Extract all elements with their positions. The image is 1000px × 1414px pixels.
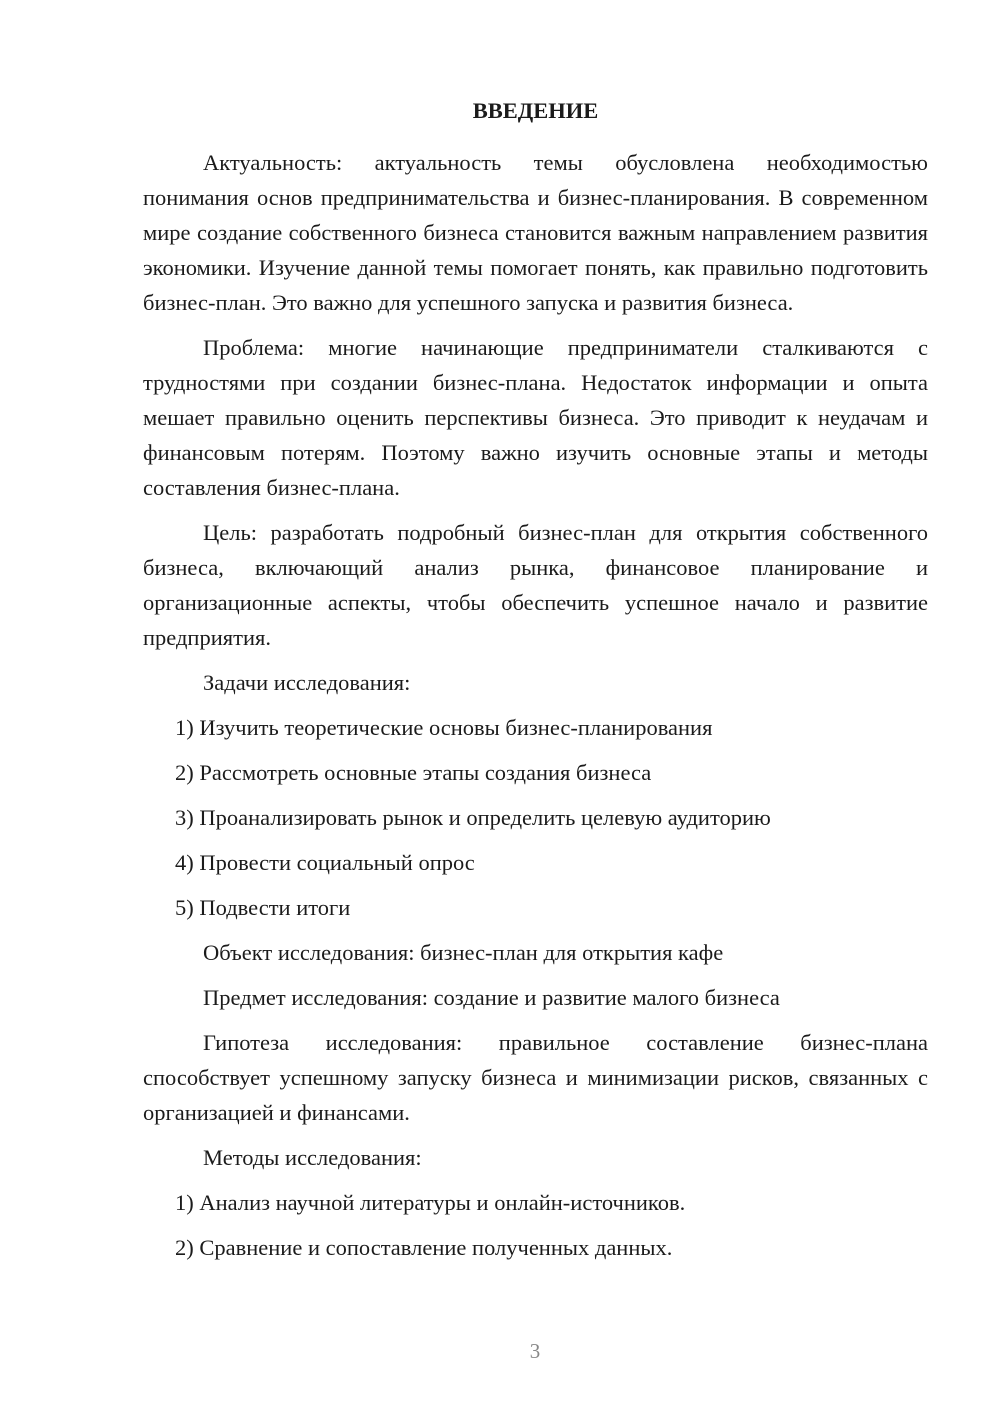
methods-title: Методы исследования: (203, 1145, 422, 1170)
task-item: 3) Проанализировать рынок и определить целевую аудиторию (175, 805, 771, 830)
hypothesis-paragraph: Гипотеза исследования: правильное составление бизнес-плана способствует успешному запуску бизнеса и минимизации рисков, связанных с организацией и финансами. (143, 1030, 928, 1125)
relevance-paragraph: Актуальность: актуальность темы обусловлена необходимостью понимания основ предпринимательства и бизнес-планирования. В современном мире создание собственного бизнеса становится важным направлением развития экономики. Изучение данной темы помогает понять, как правильно подготовить бизнес-план. Это важно для успешного запуска и развития бизнеса. (143, 150, 928, 315)
research-object: Объект исследования: бизнес-план для открытия кафе (203, 940, 724, 965)
problem-paragraph: Проблема: многие начинающие предприниматели сталкиваются с трудностями при создании бизнес-плана. Недостаток информации и опыта мешает правильно оценить перспективы бизнеса. Это приводит к неудачам и финансовым потерям. Поэтому важно изучить основные этапы и методы составления бизнес-плана. (143, 335, 928, 500)
task-item: 2) Рассмотреть основные этапы создания бизнеса (175, 760, 652, 785)
task-item: 4) Провести социальный опрос (175, 850, 475, 875)
section-heading: ВВЕДЕНИЕ (472, 98, 599, 123)
method-item: 2) Сравнение и сопоставление полученных данных. (175, 1235, 673, 1260)
goal-paragraph: Цель: разработать подробный бизнес-план для открытия собственного бизнеса, включающий анализ рынка, финансовое планирование и организационные аспекты, чтобы обеспечить успешное начало и развитие предприятия. (143, 520, 928, 650)
tasks-title: Задачи исследования: (203, 670, 411, 695)
method-item: 1) Анализ научной литературы и онлайн-источников. (175, 1190, 686, 1215)
task-item: 1) Изучить теоретические основы бизнес-планирования (175, 715, 713, 740)
task-item: 5) Подвести итоги (175, 895, 351, 920)
research-subject: Предмет исследования: создание и развитие малого бизнеса (203, 985, 780, 1010)
page-number: 3 (529, 1339, 541, 1363)
